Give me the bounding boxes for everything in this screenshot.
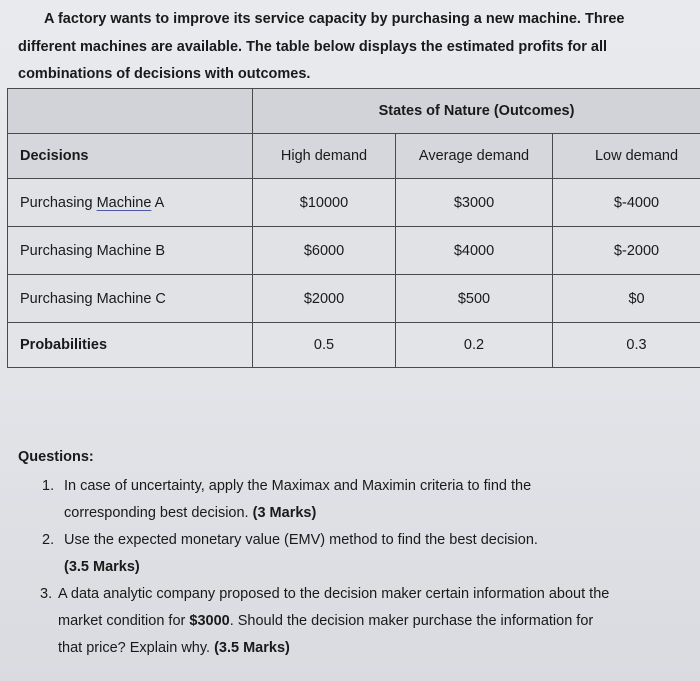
intro-line-2: different machines are available. The table below displays the estimated profits for all	[18, 38, 608, 55]
outcome-header-high: High demand	[253, 134, 396, 179]
marks-label: (3 Marks)	[252, 505, 317, 521]
question-2	[18, 527, 688, 581]
probability-cell: 0.3	[553, 323, 700, 368]
table-row-machine-a	[8, 179, 700, 227]
decisions-header: Decisions	[8, 134, 253, 179]
questions-section	[18, 444, 688, 662]
marks-label: (3.5 Marks)	[214, 640, 290, 656]
payoff-table	[7, 88, 700, 368]
probabilities-label: Probabilities	[8, 323, 253, 368]
table-row-machine-b	[8, 227, 700, 275]
payoff-cell: $-2000	[553, 227, 700, 275]
question-number: 3.	[40, 586, 53, 602]
marks-label: (3.5 Marks)	[64, 559, 140, 575]
question-3	[18, 581, 688, 662]
questions-title: Questions:	[18, 449, 94, 465]
price-amount: $3000	[189, 613, 230, 629]
decision-label-machine-a: Purchasing Machine A	[8, 179, 253, 227]
table-row-probabilities	[8, 323, 700, 368]
payoff-cell: $3000	[396, 179, 553, 227]
probability-cell: 0.2	[396, 323, 553, 368]
payoff-cell: $0	[553, 275, 700, 323]
payoff-cell: $4000	[396, 227, 553, 275]
question-text: Use the expected monetary value (EMV) method to find the best decision.	[64, 532, 538, 548]
outcome-header-low: Low demand	[553, 134, 700, 179]
decision-label-machine-b: Purchasing Machine B	[8, 227, 253, 275]
problem-statement	[18, 6, 678, 89]
payoff-cell: $10000	[253, 179, 396, 227]
table-header-blank-cell	[8, 89, 253, 134]
question-text: In case of uncertainty, apply the Maximax and Maximin criteria to find the	[64, 478, 532, 494]
question-1	[18, 473, 688, 527]
question-text-cont: market condition for $3000. Should the decision maker purchase the information for	[58, 613, 594, 629]
question-text-cont: that price? Explain why. (3.5 Marks)	[58, 640, 290, 656]
question-text-cont: corresponding best decision. (3 Marks)	[64, 505, 317, 521]
payoff-cell: $2000	[253, 275, 396, 323]
intro-line-3: combinations of decisions with outcomes.	[18, 66, 311, 82]
payoff-cell: $-4000	[553, 179, 700, 227]
intro-line-1: A factory wants to improve its service capacity by purchasing a new machine. Three	[44, 11, 625, 27]
question-text: A data analytic company proposed to the decision maker certain information about the	[58, 586, 610, 602]
table-header-states-row	[8, 89, 700, 134]
question-number: 2.	[42, 532, 55, 548]
table-header-outcomes-row	[8, 134, 700, 179]
decision-label-machine-c: Purchasing Machine C	[8, 275, 253, 323]
probability-cell: 0.5	[253, 323, 396, 368]
machine-underlined-word: Machine	[96, 194, 152, 211]
payoff-cell: $6000	[253, 227, 396, 275]
outcome-header-average: Average demand	[396, 134, 553, 179]
table-row-machine-c	[8, 275, 700, 323]
payoff-cell: $500	[396, 275, 553, 323]
question-number: 1.	[42, 478, 55, 494]
states-of-nature-header: States of Nature (Outcomes)	[253, 89, 700, 134]
